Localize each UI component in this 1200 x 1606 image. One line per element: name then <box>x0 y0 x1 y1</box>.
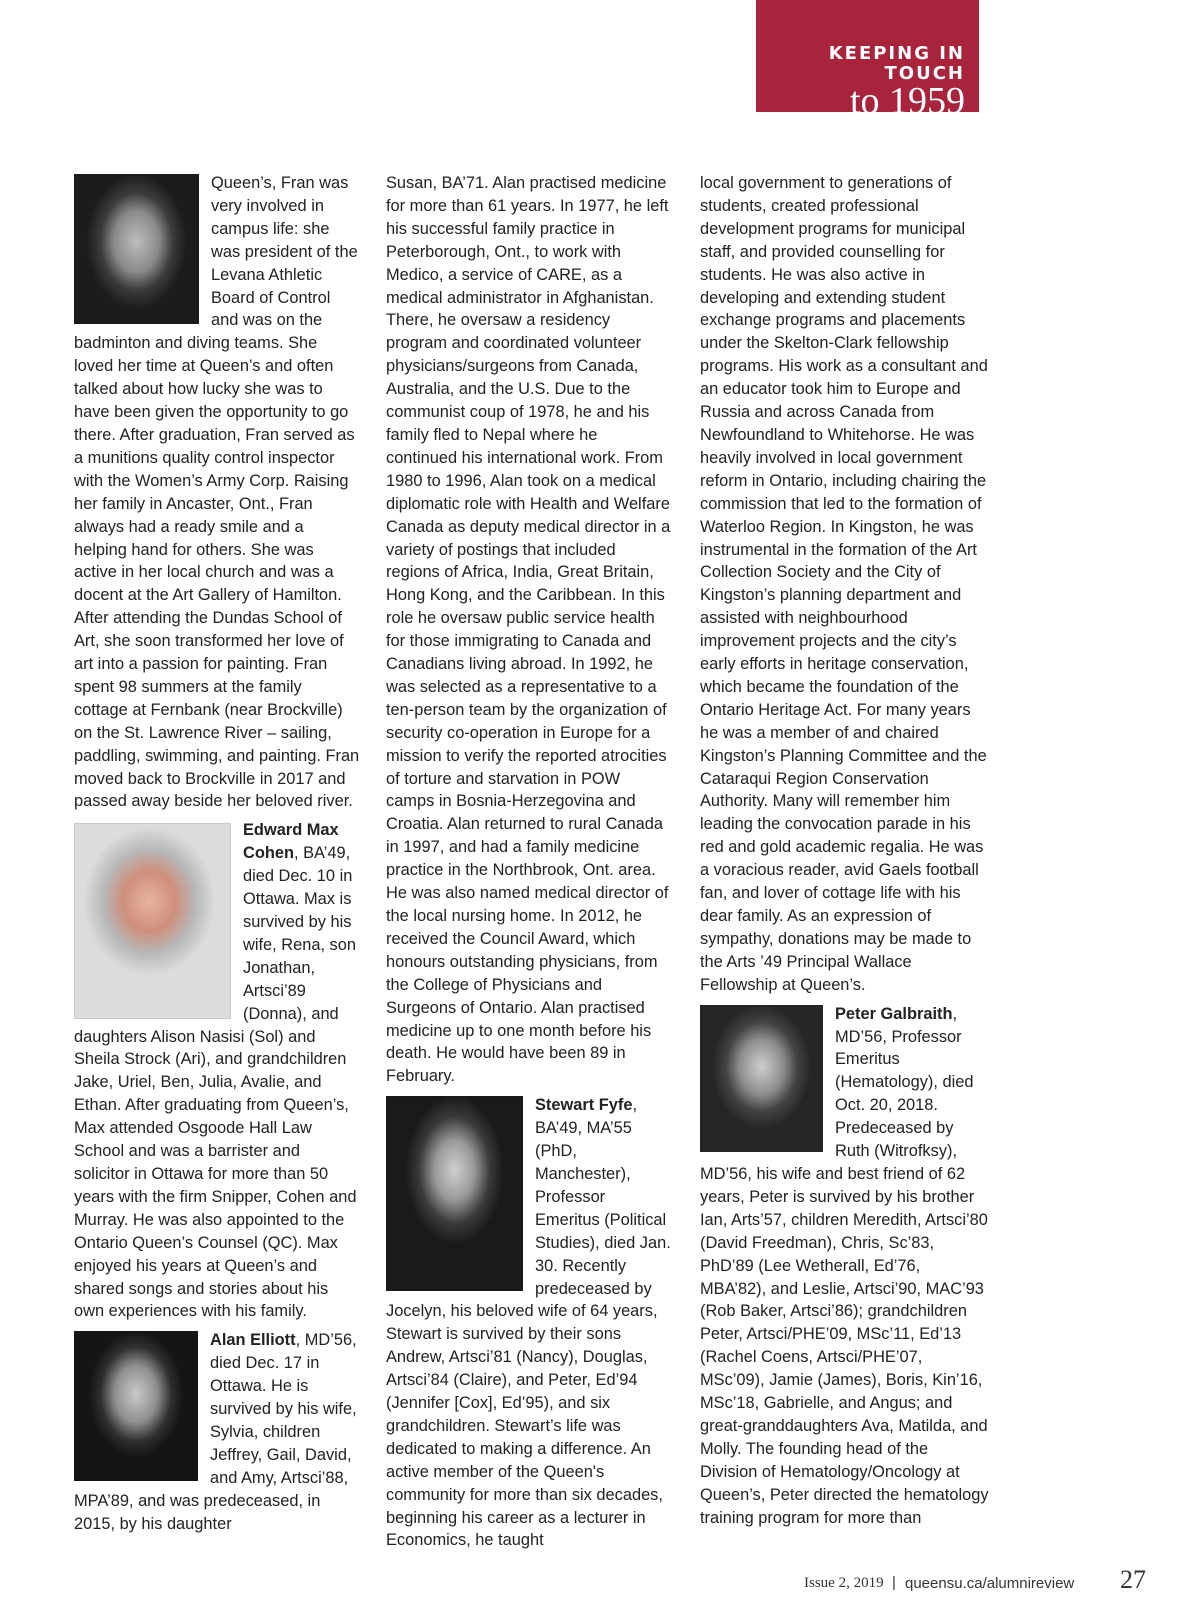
column-1 <box>74 172 360 1541</box>
obituary-alan-elliott <box>74 1329 360 1535</box>
obituary-name: Edward Max Cohen <box>243 821 339 863</box>
obituary-name: Peter Galbraith <box>835 1004 953 1023</box>
footer-separator: | <box>892 1574 896 1591</box>
portrait-photo-edward-cohen <box>74 823 231 1019</box>
obituary-name: Stewart Fyfe <box>535 1096 633 1115</box>
section-header-tab <box>756 0 979 122</box>
section-era: to 1959 <box>849 80 965 122</box>
obituary-text: , MD’56, Professor Emeritus (Hematology), died Oct. 20, 2018. Predeceased by Ruth (Witrofksy), MD’56, his wife and best friend of 62 years, Peter is survived by his brother Ian, Arts’57, children Meredith, Artsci’80 (David Freedman), Chris, Sc’83, PhD’89 (Lee Wetherall, Ed’76, MBA’82), and Leslie, Artsci’90, MAC’93 (Rob Baker, Artsci’86); grandchildren Peter, Artsci/PHE’09, MSc’11, Ed’13 (Rachel Coens, Artsci/PHE’07, MSc’09), Jamie (James), Boris, Kin’16, MSc’18, Gabrielle, and Angus; and great-granddaughters Ava, Matilda, and Molly. The founding head of the Division of Hematology/Oncology at Queen’s, Peter directed the hematology training program for more than <box>700 1004 989 1527</box>
section-kicker: KEEPING IN TOUCH <box>828 43 965 84</box>
footer-url: queensu.ca/alumnireview <box>905 1575 1075 1592</box>
page-footer <box>780 1565 1146 1599</box>
obituary-alan-elliott-continued: Susan, BA’71. Alan practised medicine for more than 61 years. In 1977, he left his successful family practice in Peterborough, Ont., to work with Medico, a service of CARE, as a medical administrator in Afghanistan. There, he oversaw a residency program and coordinated volunteer physicians/surgeons from Canada, Australia, and the U.S. Due to the communist coup of 1978, he and his family fled to Nepal where he continued his international work. From 1980 to 1996, Alan took on a medical diplomatic role with Health and Welfare Canada as deputy medical director in a variety of postings that included regions of Africa, India, Great Britain, Hong Kong, and the Caribbean. In this role he oversaw public service health for those immigrating to Canada and Canadians living abroad. In 1992, he was selected as a representative to a ten-person team by the organization of security co-operation in Europe for a mission to verify the reported atrocities of torture and starvation in POW camps in Bosnia-Herzegovina and Croatia. Alan returned to rural Canada in 1997, and had a family medicine practice in the Northbrook, Ont. area. He was also named medical director of the local nursing home. In 2012, he received the Council Award, which honours outstanding physicians, from the College of Physicians and Surgeons of Ontario. Alan practised medicine up to one month before his death. He would have been 89 in February. <box>386 174 671 1086</box>
portrait-photo-peter-galbraith <box>700 1005 823 1152</box>
portrait-photo-fran <box>74 174 199 324</box>
page-number: 27 <box>1120 1565 1146 1594</box>
column-2 <box>386 172 672 1558</box>
obituary-stewart-fyfe-continued: local government to generations of students, created professional development programs for municipal staff, and provided counselling for students. He was also active in developing and extending student exchange programs and placements under the Skelton-Clark fellowship programs. His work as a consultant and an educator took him to Europe and Russia and across Canada from Newfoundland to Whitehorse. He was heavily involved in local government reform in Ontario, including chairing the commission that led to the formation of Waterloo Region. In Kingston, he was instrumental in the formation of the Art Collection Society and the City of Kingston’s planning department and assisted with neighbourhood improvement projects and the city’s early efforts in heritage conservation, which became the foundation of the Ontario Heritage Act. For many years he was a member of and chaired Kingston’s Planning Committee and the Cataraqui Region Conservation Authority. Many will remember him leading the convocation parade in his red and gold academic regalia. He was a voracious reader, avid Gaels football fan, and lover of cottage life with his dear family. As an expression of sympathy, donations may be made to the Arts ’49 Principal Wallace Fellowship at Queen’s. <box>700 174 988 994</box>
obituary-edward-cohen <box>74 819 360 1323</box>
portrait-photo-stewart-fyfe <box>386 1096 523 1291</box>
obituary-text: Queen’s, Fran was very involved in campus life: she was president of the Levana Athletic Board of Control and was on the badminton and diving teams. She loved her time at Queen’s and often talked about how lucky she was to have been given the opportunity to go there. After graduation, Fran served as a munitions quality control inspector with the Women’s Army Corp. Raising her family in Ancaster, Ont., Fran always had a ready smile and a helping hand for others. She was active in her local church and was a docent at the Art Gallery of Hamilton. After attending the Dundas School of Art, she soon transformed her love of art into a passion for painting. Fran spent 98 summers at the family cottage at Fernbank (near Brockville) on the St. Lawrence River – sailing, paddling, swimming, and painting. Fran moved back to Brockville in 2017 and passed away beside her beloved river. <box>74 174 360 811</box>
obituary-fran <box>74 172 360 813</box>
obituary-peter-galbraith <box>700 1003 990 1530</box>
column-3 <box>700 172 990 1535</box>
obituary-text: , MD’56, died Dec. 17 in Ottawa. He is survived by his wife, Sylvia, children Jeffrey, Gail, David, and Amy, Artsci’88, MPA’89, and was predeceased, in 2015, by his daughter <box>74 1331 357 1533</box>
issue-label: Issue 2, 2019 <box>804 1575 884 1591</box>
obituary-name: Alan Elliott <box>210 1331 296 1350</box>
portrait-photo-alan-elliott <box>74 1331 198 1481</box>
obituary-text: , BA’49, died Dec. 10 in Ottawa. Max is survived by his wife, Rena, son Jonathan, Artsci’89 (Donna), and daughters Alison Nasisi (Sol) and Sheila Strock (Ari), and grandchildren Jake, Uriel, Ben, Julia, Avalie, and Ethan. After graduating from Queen’s, Max attended Osgoode Hall Law School and was a barrister and solicitor in Ottawa for more than 50 years with the firm Snipper, Cohen and Murray. He was also appointed to the Ontario Queen’s Counsel (QC). Max enjoyed his years at Queen’s and shared songs and stories about his own experiences with his family. <box>74 844 357 1321</box>
obituary-text: , BA’49, MA’55 (PhD, Manchester), Professor Emeritus (Political Studies), died Jan. 30. Recently predeceased by Jocelyn, his beloved wife of 64 years, Stewart is survived by their sons Andrew, Artsci’81 (Nancy), Douglas, Artsci’84 (Claire), and Peter, Ed’94 (Jennifer [Cox], Ed’95), and six grandchildren. Stewart’s life was dedicated to making a difference. An active member of the Queen's community for more than six decades, beginning his career as a lecturer in Economics, he taught <box>386 1096 671 1550</box>
obituary-stewart-fyfe <box>386 1094 672 1552</box>
